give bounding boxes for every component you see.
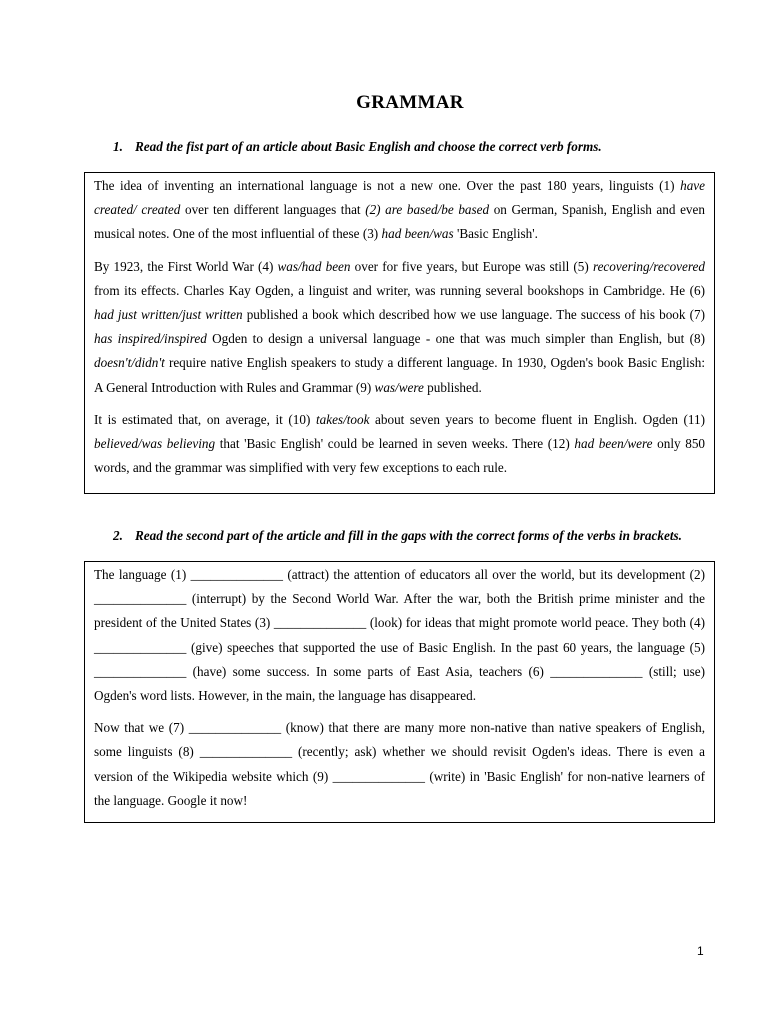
text-segment: 'Basic English'.: [453, 226, 538, 242]
verb-option-2: (2) are based/be based: [365, 202, 490, 218]
text-segment: Ogden to design a universal language - one that was much simpler than English, but (8): [206, 331, 706, 347]
text-segment: The idea of inventing an international language is not a new one. Over the past 180 years, linguists (1): [94, 178, 681, 193]
verb-option-11: believed/was believing: [94, 436, 216, 452]
exercise-2-paragraph-2: Now that we (7) ______________ (know) that there are many more non-native than native speakers of English, some linguists (8) ______________ (recently; ask) whether we should revisit Ogden's ideas. There is even a version of the Wikipedia website which (9) ______________ (write) in 'Basic English' for non-native learners of the language. Google it now!: [94, 720, 705, 808]
exercise-1-number: 1.: [113, 139, 123, 154]
text-segment: on German, Spanish, English and even musical notes. One of the most influential of these (3): [94, 202, 705, 242]
verb-option-9: was/were: [374, 379, 424, 395]
verb-option-6: had just written/just written: [94, 307, 243, 323]
page-title: GRAMMAR: [356, 92, 464, 113]
text-segment: require native English speakers to study a different language. In 1930, Ogden's book Basic English: A General Introduction with Rules and Grammar (9): [94, 355, 705, 395]
text-segment: It is estimated that, on average, it (10): [94, 411, 316, 427]
text-segment: published a book which described how we use language. The success of his book (7): [242, 307, 705, 323]
exercise-1-text-box: [84, 172, 715, 494]
verb-option-5: recovering/recovered: [592, 258, 705, 274]
exercise-1-paragraph-3: [94, 408, 705, 481]
verb-option-1: have created/ created: [94, 178, 705, 218]
text-segment: that 'Basic English' could be learned in seven weeks. There (12): [215, 436, 575, 452]
text-segment: over for five years, but Europe was still (5): [350, 258, 593, 274]
exercise-1-paragraph-2: [94, 255, 705, 400]
exercise-2-instruction-text: Read the second part of the article and fill in the gaps with the correct forms of the verbs in brackets.: [135, 528, 682, 543]
verb-option-12: had been/were: [574, 436, 653, 452]
verb-option-8: doesn't/didn't: [94, 355, 165, 371]
text-segment: By 1923, the First World War (4): [94, 258, 278, 274]
exercise-2-text-box: [84, 561, 715, 823]
verb-option-7: has inspired/inspired: [94, 331, 207, 347]
page-number: 1: [697, 944, 704, 958]
text-segment: from its effects. Charles Kay Ogden, a linguist and writer, was running several bookshops in Cambridge. He (6): [94, 282, 705, 298]
verb-option-4: was/had been: [277, 258, 351, 274]
exercise-1-instruction: [113, 139, 602, 155]
exercise-2-paragraph-1: The language (1) ______________ (attract) the attention of educators all over the world, but its development (2) ______________ (interrupt) by the Second World War. After the war, both the British prime minister and the president of the United States (3) ______________ (look) for ideas that might promote world peace. They both (4) ______________ (give) speeches that supported the use of Basic English. In the past 60 years, the language (5) ______________ (have) some success. In some parts of East Asia, teachers (6) ______________ (still; use) Ogden's word lists. However, in the main, the language has disappeared.: [94, 567, 705, 704]
verb-option-3: had been/was: [381, 226, 454, 242]
text-segment: over ten different languages that: [180, 202, 366, 218]
exercise-1-paragraph-1: [94, 174, 705, 247]
text-segment: published.: [423, 379, 482, 395]
text-segment: only 850 words, and the grammar was simplified with very few exceptions to each rule.: [94, 436, 706, 476]
exercise-1-instruction-text: Read the fist part of an article about Basic English and choose the correct verb forms.: [135, 139, 602, 154]
verb-option-10: takes/took: [315, 411, 370, 427]
text-segment: about seven years to become fluent in English. Ogden (11): [369, 411, 706, 427]
exercise-2-number: 2.: [113, 528, 123, 543]
exercise-2-instruction: [113, 528, 682, 544]
